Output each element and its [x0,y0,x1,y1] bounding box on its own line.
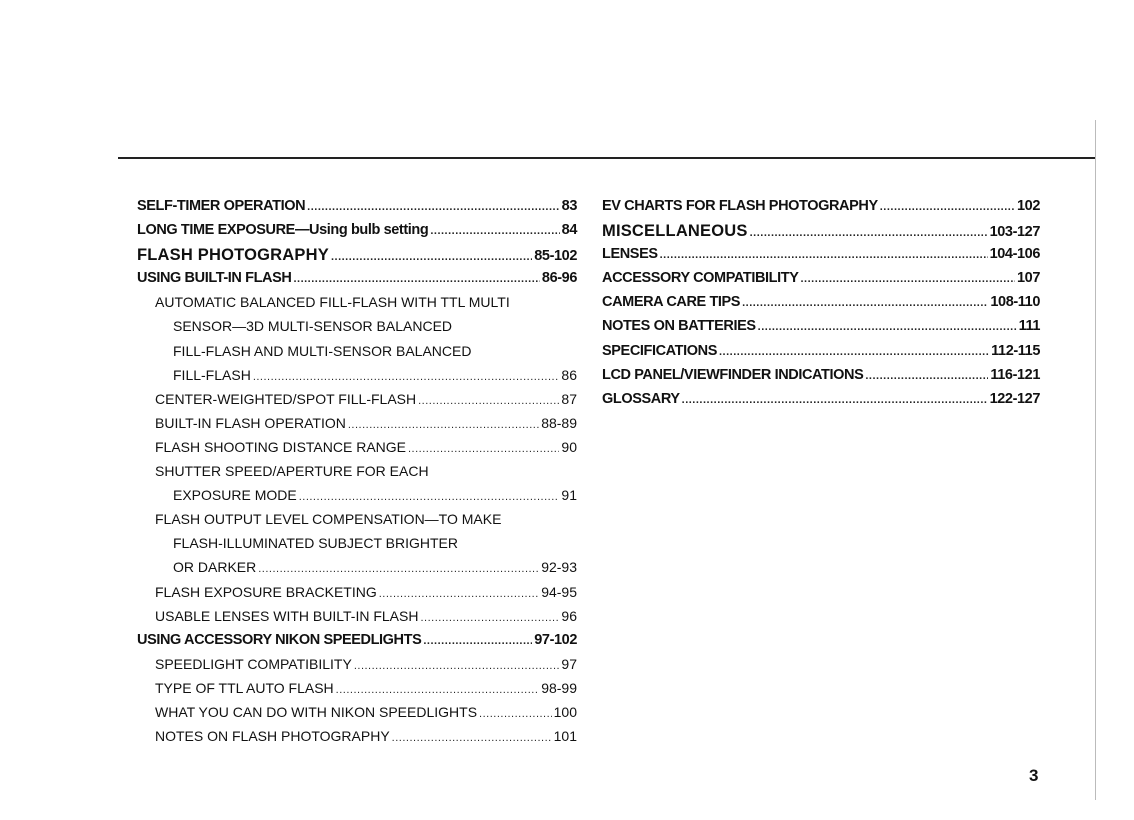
toc-entry-title: USING BUILT-IN FLASH [137,270,292,287]
toc-entry[interactable] [137,343,577,367]
toc-entry-page: 97-102 [534,631,577,648]
dot-leader [336,684,540,696]
toc-entry[interactable] [602,246,1040,270]
toc-entry-page: 107 [1017,270,1040,287]
toc-entry-page: 112-115 [991,342,1040,359]
dot-leader [379,588,539,600]
toc-entry-title: USING ACCESSORY NIKON SPEEDLIGHTS [137,631,422,648]
toc-entry-title: GLOSSARY [602,390,680,407]
toc-entry[interactable] [602,294,1040,318]
dot-leader [293,273,539,285]
toc-entry-title: FLASH-ILLUMINATED SUBJECT BRIGHTER [173,535,458,552]
dot-leader [299,491,560,503]
toc-entry-title: TYPE OF TTL AUTO FLASH [155,679,334,696]
toc-entry-page: 85-102 [534,248,577,265]
toc-entry-page: 98-99 [541,679,577,696]
toc-entry-title: SELF-TIMER OPERATION [137,198,306,214]
toc-entry-title: ACCESSORY COMPATIBILITY [602,270,799,287]
toc-entry[interactable] [137,656,577,680]
dot-leader [801,273,1016,285]
toc-entry-page: 104-106 [989,246,1040,263]
dot-leader [880,201,1015,213]
toc-entry-title: CENTER-WEIGHTED/SPOT FILL-FLASH [155,390,417,407]
toc-entry-page: 88-89 [541,414,577,431]
toc-entry-title: EXPOSURE MODE [173,487,297,504]
toc-entry-page: 116-121 [990,366,1040,383]
toc-entry[interactable] [137,559,577,583]
dot-leader [408,443,559,455]
toc-entry[interactable] [137,608,577,632]
toc-entry-page: 92-93 [541,559,577,576]
page-number: 3 [1029,766,1039,785]
dot-leader [742,297,988,309]
dot-leader [660,249,988,261]
toc-entry[interactable] [137,535,577,559]
dot-leader [418,395,559,407]
toc-entry[interactable] [137,632,577,656]
dot-leader [865,370,988,382]
toc-entry-title: FLASH EXPOSURE BRACKETING [155,583,377,600]
toc-entry[interactable] [137,680,577,704]
top-rule [118,157,1096,159]
toc-entry-title: FLASH OUTPUT LEVEL COMPENSATION—TO MAKE [155,511,502,528]
toc-entry-page: 96 [561,607,577,624]
toc-entry[interactable] [137,318,577,342]
dot-leader [258,563,539,575]
toc-entry-title: LENSES [602,246,658,263]
toc-entry[interactable] [602,270,1040,294]
toc-entry[interactable] [137,222,577,246]
dot-leader [430,225,559,237]
toc-entry[interactable] [137,463,577,487]
toc-entry-title: NOTES ON FLASH PHOTOGRAPHY [155,728,390,745]
toc-entry-title: BUILT-IN FLASH OPERATION [155,414,346,431]
toc-entry-page: 86 [561,366,577,383]
toc-entry-title: LONG TIME EXPOSURE—Using bulb setting [137,222,429,239]
toc-entry-page: 101 [553,728,577,745]
toc-right-column [602,198,1040,415]
toc-entry-page: 111 [1018,318,1040,335]
toc-entry[interactable] [137,367,577,391]
dot-leader [423,635,532,647]
toc-entry[interactable] [137,294,577,318]
toc-entry[interactable] [137,246,577,270]
toc-entry[interactable] [137,584,577,608]
toc-entry-title: LCD PANEL/VIEWFINDER INDICATIONS [602,366,864,383]
toc-entry-page: 87 [561,390,577,407]
toc-entry[interactable] [602,343,1040,367]
dot-leader [307,201,560,213]
toc-entry[interactable] [602,318,1040,342]
toc-entry[interactable] [137,487,577,511]
toc-entry-page: 90 [561,438,577,455]
dot-leader [719,346,989,358]
toc-entry[interactable] [137,270,577,294]
dot-leader [750,227,988,239]
toc-entry[interactable] [602,367,1040,391]
toc-entry[interactable] [137,704,577,728]
toc-entry-title: FLASH PHOTOGRAPHY [137,246,329,265]
page-edge-line [1095,120,1096,800]
dot-leader [420,612,559,624]
toc-left-column [137,198,577,752]
toc-entry-page: 84 [561,222,577,239]
toc-entry-title: WHAT YOU CAN DO WITH NIKON SPEEDLIGHTS [155,703,478,720]
toc-entry[interactable] [137,391,577,415]
toc-entry-title: EV CHARTS FOR FLASH PHOTOGRAPHY [602,198,878,214]
toc-entry-title: SPEEDLIGHT COMPATIBILITY [155,655,352,672]
toc-entry-page: 122-127 [989,390,1040,407]
dot-leader [392,732,552,744]
toc-entry-title: USABLE LENSES WITH BUILT-IN FLASH [155,607,419,624]
toc-entry-title: SPECIFICATIONS [602,342,717,359]
toc-entry-title: AUTOMATIC BALANCED FILL-FLASH WITH TTL MULTI [155,294,510,311]
toc-entry-page: 91 [561,487,577,504]
toc-entry-page: 100 [553,703,577,720]
toc-entry[interactable] [137,198,577,222]
toc-entry-page: 86-96 [541,270,577,287]
toc-entry-title: FLASH SHOOTING DISTANCE RANGE [155,438,406,455]
toc-entry[interactable] [137,511,577,535]
toc-entry[interactable] [137,439,577,463]
toc-entry-title: CAMERA CARE TIPS [602,294,741,311]
toc-entry[interactable] [137,415,577,439]
toc-entry-title: NOTES ON BATTERIES [602,318,756,335]
toc-entry-title: MISCELLANEOUS [602,222,748,241]
toc-entry-title: FILL-FLASH AND MULTI-SENSOR BALANCED [173,342,472,359]
dot-leader [253,371,560,383]
dot-leader [682,394,988,406]
toc-entry-page: 102 [1017,198,1040,214]
toc-entry-title: SENSOR—3D MULTI-SENSOR BALANCED [173,318,453,335]
toc-entry[interactable] [137,728,577,752]
toc-entry-page: 83 [561,198,577,214]
toc-entry-title: SHUTTER SPEED/APERTURE FOR EACH [155,463,429,480]
dot-leader [758,321,1017,333]
toc-entry-page: 97 [561,655,577,672]
toc-entry-title: OR DARKER [173,559,257,576]
toc-entry[interactable] [602,198,1040,222]
toc-entry[interactable] [602,391,1040,415]
dot-leader [348,419,539,431]
dot-leader [331,251,532,263]
toc-entry[interactable] [602,222,1040,246]
dot-leader [354,660,560,672]
toc-entry-page: 94-95 [541,583,577,600]
toc-entry-page: 108-110 [990,294,1040,311]
toc-entry-page: 103-127 [989,224,1040,241]
toc-entry-title: FILL-FLASH [173,366,251,383]
dot-leader [479,708,552,720]
